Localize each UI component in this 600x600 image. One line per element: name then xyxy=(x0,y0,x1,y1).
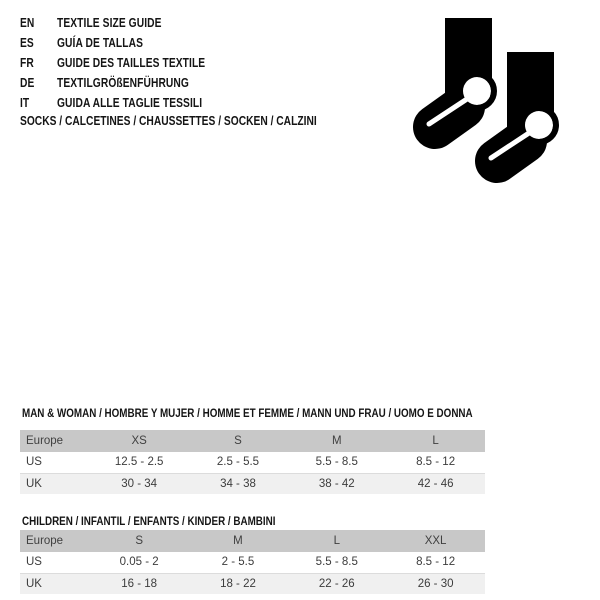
size-value: 2.5 - 5.5 xyxy=(216,456,260,469)
size-value: 5.5 - 8.5 xyxy=(315,556,358,569)
language-title: GUIDA ALLE TAGLIE TESSILI xyxy=(57,96,203,110)
language-row-es xyxy=(20,33,238,53)
size-value: 22 - 26 xyxy=(318,577,355,590)
column-header-size: XXL xyxy=(424,535,447,547)
category-heading: SOCKS / CALCETINES / CHAUSSETTES / SOCKEN / CALZINI xyxy=(20,114,317,128)
language-code: FR xyxy=(20,56,34,70)
table-row-uk xyxy=(20,573,485,594)
table-title-man-woman: MAN & WOMAN / HOMBRE Y MUJER / HOMME ET FEMME / MANN UND FRAU / UOMO E DONNA xyxy=(22,406,473,420)
size-value: 12.5 - 2.5 xyxy=(114,456,164,469)
language-title: GUIDE DES TAILLES TEXTILE xyxy=(57,56,206,70)
column-header-size: S xyxy=(234,435,242,447)
language-row-en xyxy=(20,13,238,33)
column-header-size: L xyxy=(432,435,439,447)
size-value: 42 - 46 xyxy=(417,477,454,490)
table-row-uk xyxy=(20,473,485,494)
size-value: 8.5 - 12 xyxy=(416,456,456,469)
size-value: 30 - 34 xyxy=(121,477,158,490)
language-title: TEXTILGRÖßENFÜHRUNG xyxy=(57,76,189,90)
language-title-list xyxy=(20,13,238,113)
row-label: UK xyxy=(26,477,42,490)
row-label: US xyxy=(26,556,42,569)
column-header-region: Europe xyxy=(26,535,64,547)
row-label: US xyxy=(26,456,42,469)
table-header-row xyxy=(20,530,485,552)
table-row-us xyxy=(20,552,485,573)
language-code: DE xyxy=(20,76,35,90)
language-row-fr xyxy=(20,53,238,73)
size-value: 0.05 - 2 xyxy=(119,556,159,569)
column-header-size: L xyxy=(333,535,340,547)
column-header-size: S xyxy=(135,535,143,547)
size-value: 8.5 - 12 xyxy=(416,556,456,569)
size-value: 16 - 18 xyxy=(121,577,158,590)
table-title-children: CHILDREN / INFANTIL / ENFANTS / KINDER / BAMBINI xyxy=(22,514,276,528)
language-row-de xyxy=(20,73,238,93)
table-row-us xyxy=(20,452,485,473)
language-code: EN xyxy=(20,16,35,30)
language-title: GUÍA DE TALLAS xyxy=(57,36,143,50)
column-header-size: M xyxy=(233,535,243,547)
language-code: IT xyxy=(20,96,30,110)
size-table-man-woman xyxy=(20,430,485,494)
size-value: 2 - 5.5 xyxy=(221,556,255,569)
language-title: TEXTILE SIZE GUIDE xyxy=(57,16,162,30)
size-value: 18 - 22 xyxy=(220,577,256,590)
size-table-children xyxy=(20,530,485,594)
size-value: 26 - 30 xyxy=(417,577,454,590)
language-code: ES xyxy=(20,36,34,50)
size-value: 38 - 42 xyxy=(318,477,355,490)
table-header-row xyxy=(20,430,485,452)
column-header-size: XS xyxy=(131,435,147,447)
row-label: UK xyxy=(26,577,42,590)
language-row-it xyxy=(20,93,238,113)
size-value: 5.5 - 8.5 xyxy=(315,456,358,469)
socks-icon xyxy=(405,12,565,187)
column-header-size: M xyxy=(331,435,342,447)
size-value: 34 - 38 xyxy=(220,477,256,490)
column-header-region: Europe xyxy=(26,435,64,447)
